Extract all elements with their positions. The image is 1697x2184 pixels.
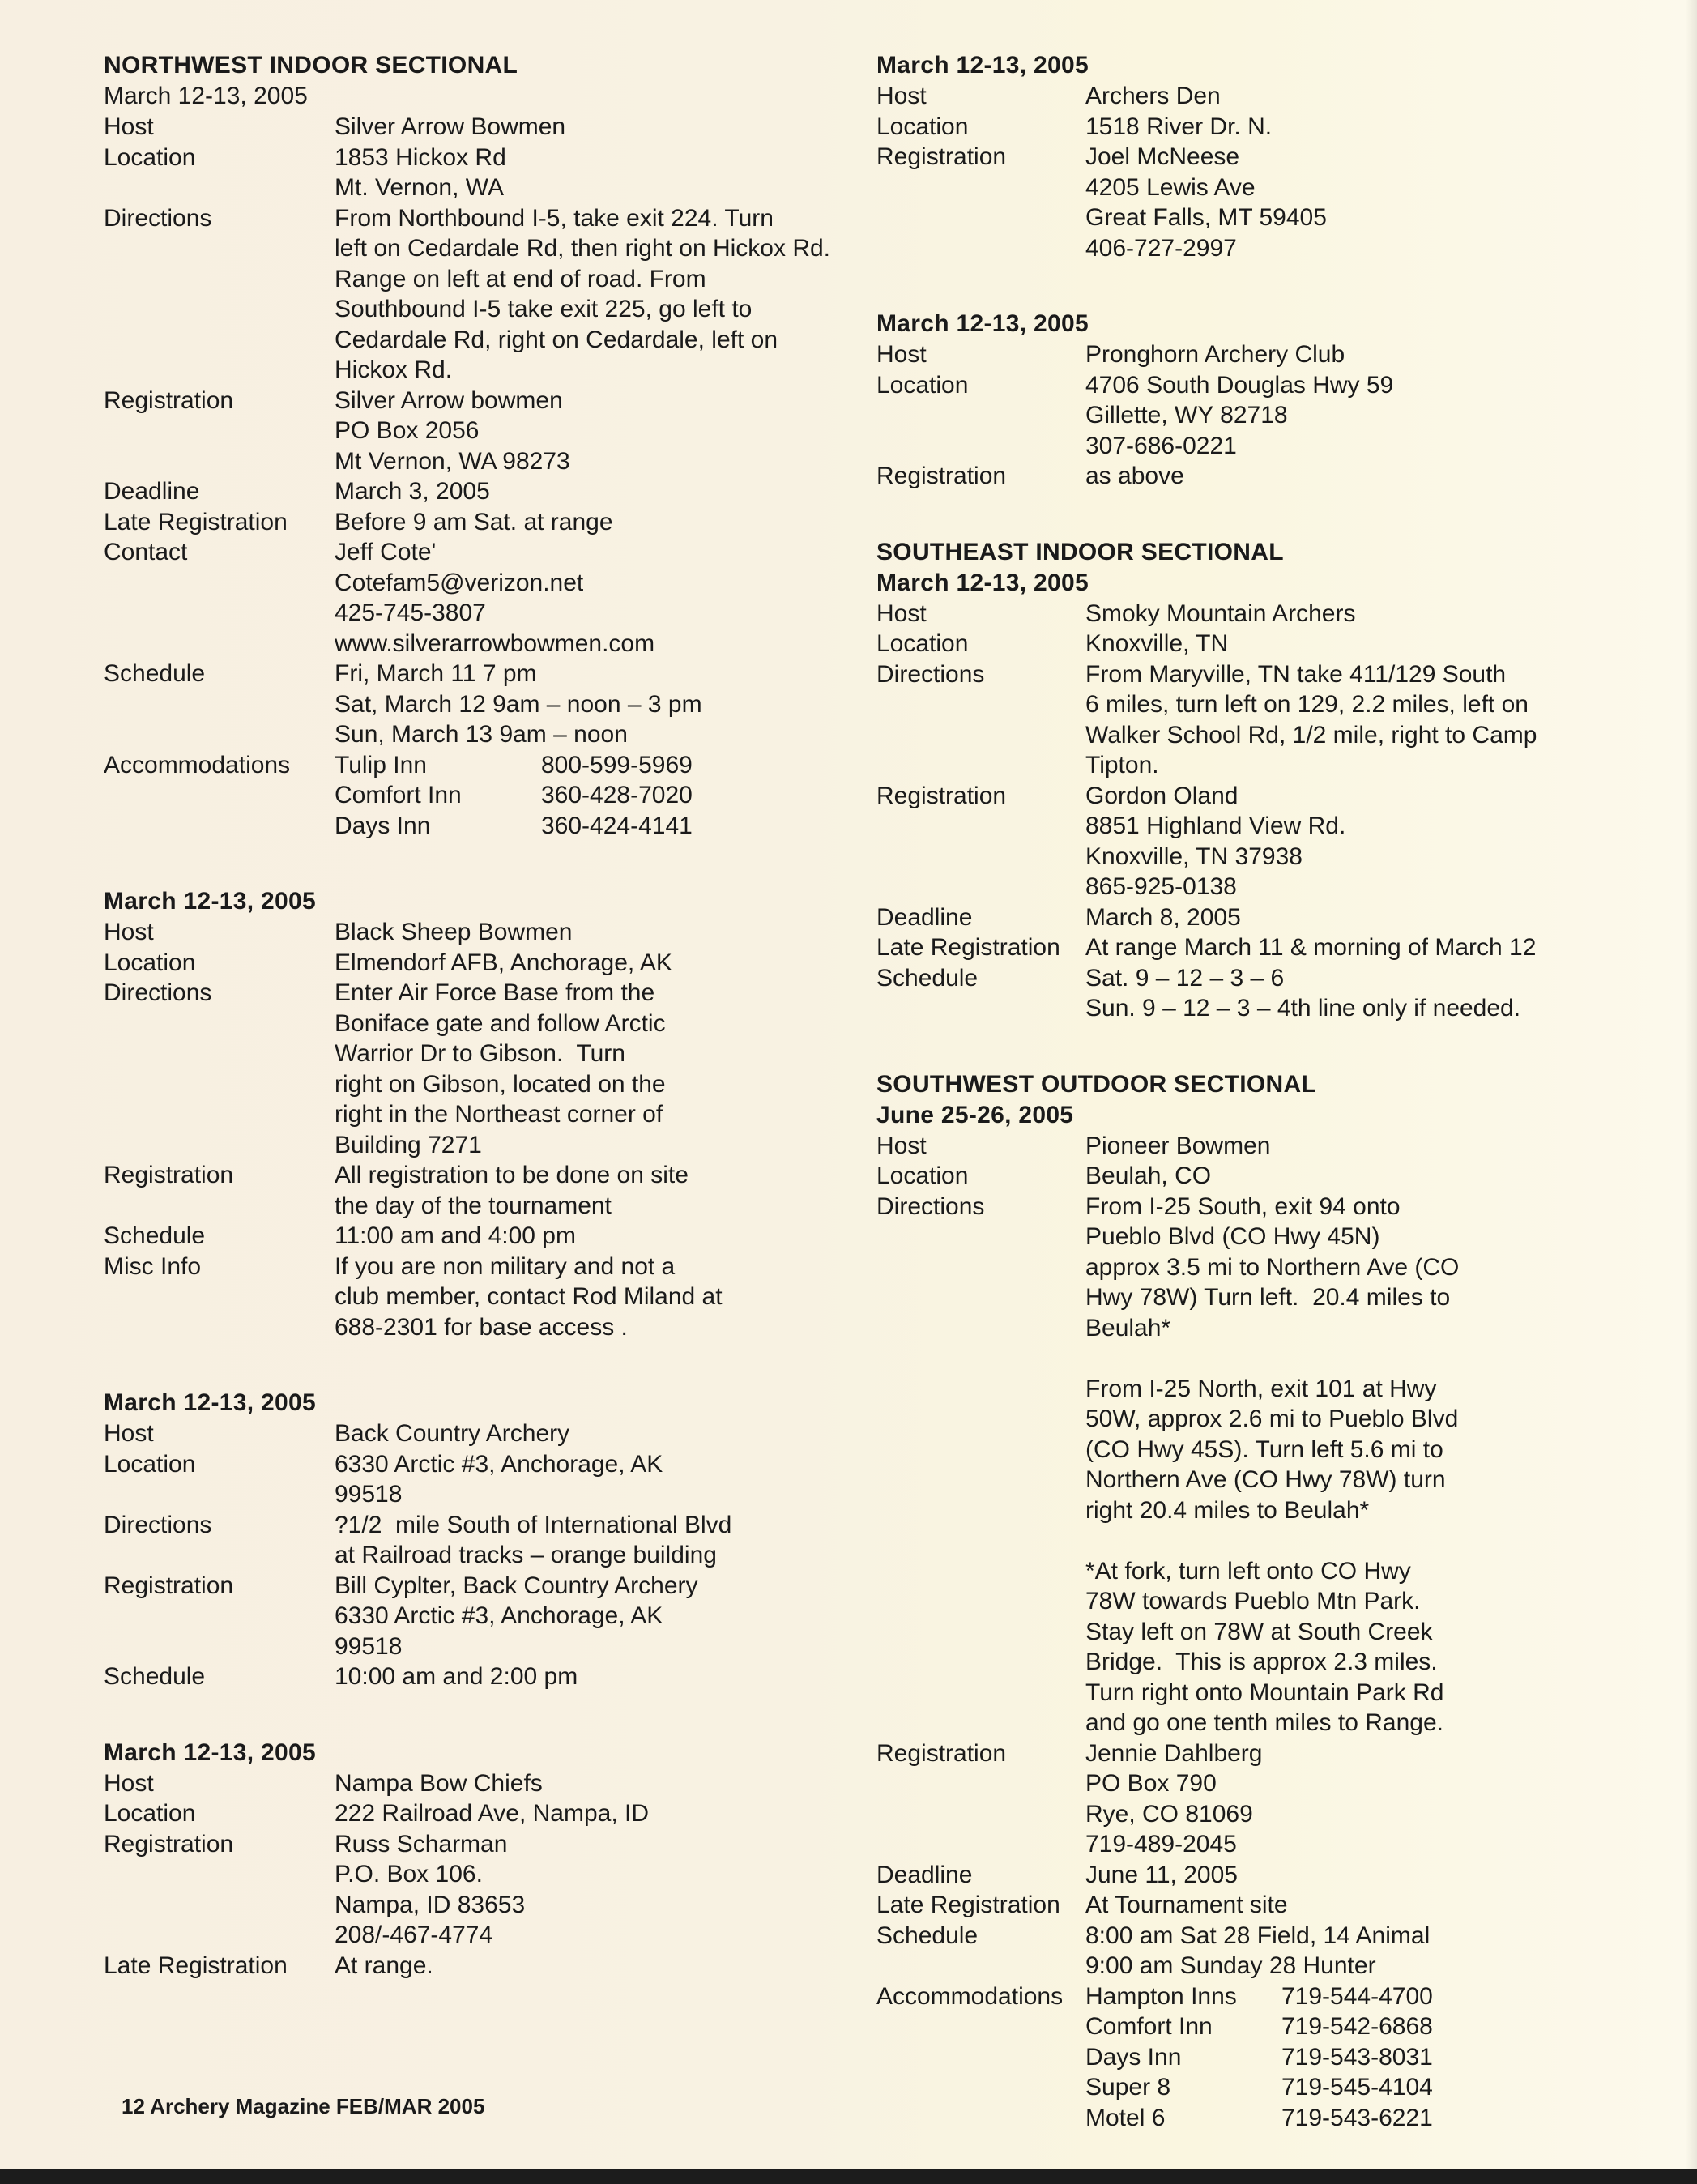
info-line: approx 3.5 mi to Northern Ave (CO (1085, 1253, 1460, 1281)
info-line: Sat, March 12 9am – noon – 3 pm (335, 690, 702, 718)
info-line: Rye, CO 81069 (1085, 1800, 1253, 1828)
section-date: June 25-26, 2005 (876, 1101, 1074, 1128)
info-line: Warrior Dr to Gibson. Turn (335, 1040, 625, 1067)
info-line: Turn right onto Mountain Park Rd (1085, 1679, 1444, 1706)
info-line: Southbound I-5 take exit 225, go left to (335, 296, 753, 322)
info-label: Host (104, 113, 154, 140)
info-label: Late Registration (876, 1892, 1060, 1918)
accommodations-label: Accommodations (876, 1982, 1064, 2010)
accommodation-item (1085, 2103, 1622, 2134)
info-label: Directions (876, 1192, 985, 1220)
info-line: Hickox Rd. (335, 356, 453, 383)
info-values (1085, 142, 1622, 263)
info-line: From Maryville, TN take 411/129 South (1085, 660, 1507, 688)
info-label: Late Registration (104, 1952, 288, 1979)
hotel-phone: 360-424-4141 (541, 812, 693, 839)
info-values (1085, 902, 1622, 933)
info-line: ?1/2 mile South of International Blvd (335, 1511, 732, 1538)
info-label: Location (104, 143, 196, 171)
hotel-phone: 719-542-6868 (1281, 2013, 1433, 2040)
info-label: Registration (104, 1830, 234, 1858)
info-line: Pronghorn Archery Club (1085, 341, 1345, 368)
info-values (1085, 659, 1622, 781)
hotel-name: Super 8 (1085, 2074, 1171, 2101)
info-line: club member, contact Rod Miland at (335, 1283, 723, 1310)
info-row (104, 143, 857, 203)
info-label: Deadline (876, 1861, 973, 1888)
info-values (335, 1449, 857, 1510)
info-line: 719-489-2045 (1085, 1831, 1237, 1858)
info-line: Pueblo Blvd (CO Hwy 45N) (1085, 1223, 1380, 1250)
info-label: Registration (104, 1572, 234, 1599)
accommodation-item (335, 780, 857, 811)
info-line: Walker School Rd, 1/2 mile, right to Camp (1085, 721, 1537, 749)
hotel-phone: 800-599-5969 (541, 751, 693, 778)
info-label: Schedule (876, 1922, 979, 1949)
info-values (335, 1768, 857, 1799)
section-title: NORTHWEST INDOOR SECTIONAL (104, 52, 518, 79)
info-line: Silver Arrow Bowmen (335, 113, 566, 140)
info-row (104, 1160, 857, 1221)
info-values (335, 978, 857, 1160)
info-line: All registration to be done on site (335, 1162, 689, 1188)
info-line: 1853 Hickox Rd (335, 143, 506, 171)
hotel-name: Days Inn (1085, 2043, 1182, 2071)
info-values (335, 112, 857, 143)
info-line: Sun. 9 – 12 – 3 – 4th line only if needed. (1085, 995, 1521, 1022)
info-label: Location (876, 630, 969, 657)
info-line: *At fork, turn left onto CO Hwy (1085, 1557, 1411, 1585)
info-row (104, 112, 857, 143)
info-label: Late Registration (876, 934, 1060, 961)
info-line: left on Cedardale Rd, then right on Hickox Rd. (335, 235, 830, 262)
info-label: Late Registration (104, 508, 288, 535)
hotel-name: Tulip Inn (335, 751, 427, 778)
info-values (1085, 932, 1622, 963)
info-line (1085, 1343, 1622, 1374)
info-row (876, 1860, 1622, 1891)
info-line: March 8, 2005 (1085, 903, 1241, 931)
info-row (876, 1192, 1622, 1738)
info-label: Registration (104, 1162, 234, 1188)
info-row (104, 948, 857, 979)
info-values (335, 1252, 857, 1343)
info-line: Sun, March 13 9am – noon (335, 721, 628, 748)
info-line: Beulah* (1085, 1314, 1171, 1342)
info-line: as above (1085, 463, 1184, 489)
info-row (104, 386, 857, 477)
info-line: Knoxville, TN 37938 (1085, 842, 1303, 870)
tournament-section (876, 1069, 1622, 2134)
info-line: P.O. Box 106. (335, 1861, 483, 1888)
info-row (876, 370, 1622, 462)
info-label: Schedule (104, 1663, 206, 1690)
info-row (104, 1951, 857, 1981)
info-values (335, 948, 857, 979)
info-values (335, 143, 857, 203)
accommodations-row (104, 750, 857, 842)
info-line: Range on left at end of road. From (335, 265, 706, 292)
left-column (104, 50, 857, 2026)
hotel-name: Comfort Inn (335, 782, 462, 808)
info-label: Contact (104, 539, 188, 565)
info-label: Host (104, 919, 154, 945)
info-values (1085, 1192, 1622, 1738)
info-line: Jeff Cote' (335, 539, 437, 565)
info-row (876, 1890, 1622, 1921)
info-line: 99518 (335, 1632, 403, 1660)
info-line: 78W towards Pueblo Mtn Park. (1085, 1588, 1421, 1615)
info-row (876, 1161, 1622, 1192)
section-date: March 12-13, 2005 (876, 52, 1089, 79)
info-label: Host (876, 599, 927, 627)
info-line: 688-2301 for base access . (335, 1313, 628, 1341)
info-line: Archers Den (1085, 83, 1221, 109)
info-row (876, 932, 1622, 963)
info-values (1085, 370, 1622, 462)
info-values (335, 1661, 857, 1692)
accommodations-label: Accommodations (104, 751, 291, 778)
hotel-name: Comfort Inn (1085, 2013, 1213, 2040)
info-row (104, 507, 857, 538)
info-line: Beulah, CO (1085, 1162, 1212, 1189)
info-line: Joel McNeese (1085, 143, 1240, 170)
info-values (1085, 1860, 1622, 1891)
section-date: March 12-13, 2005 (876, 569, 1089, 596)
info-line: Back Country Archery (335, 1420, 570, 1447)
info-values (335, 1951, 857, 1981)
info-values (335, 476, 857, 507)
info-line: From I-25 South, exit 94 onto (1085, 1192, 1401, 1220)
info-values (335, 1160, 857, 1221)
info-row (876, 1738, 1622, 1860)
info-label: Location (876, 113, 969, 140)
info-line: Enter Air Force Base from the (335, 979, 655, 1006)
info-line: 8851 Highland View Rd. (1085, 813, 1346, 839)
info-line: Hwy 78W) Turn left. 20.4 miles to (1085, 1284, 1451, 1311)
info-line: 222 Railroad Ave, Nampa, ID (335, 1800, 649, 1827)
info-values (335, 1418, 857, 1449)
info-values (335, 1829, 857, 1951)
info-row (104, 537, 857, 659)
info-row (876, 1131, 1622, 1162)
info-values (1085, 629, 1622, 659)
hotel-phone: 719-544-4700 (1281, 1982, 1433, 2010)
info-line: Pioneer Bowmen (1085, 1132, 1271, 1159)
info-line: Gordon Oland (1085, 782, 1239, 809)
info-row (104, 1418, 857, 1449)
info-line: Russ Scharman (335, 1830, 508, 1858)
tournament-section (876, 50, 1622, 263)
info-line: 6330 Arctic #3, Anchorage, AK (335, 1450, 663, 1478)
info-line: At range March 11 & morning of March 12 (1085, 934, 1537, 961)
info-values (335, 203, 857, 386)
info-row (104, 1571, 857, 1662)
info-line: 865-925-0138 (1085, 873, 1237, 900)
info-line: right on Gibson, located on the (335, 1070, 666, 1098)
info-label: Host (876, 83, 927, 109)
info-row (876, 81, 1622, 112)
info-label: Registration (104, 386, 234, 414)
info-values (335, 1571, 857, 1662)
info-row (876, 659, 1622, 781)
info-label: Location (876, 1162, 969, 1189)
info-line: 8:00 am Sat 28 Field, 14 Animal (1085, 1922, 1431, 1949)
hotel-phone: 360-428-7020 (541, 782, 693, 808)
info-label: Directions (876, 660, 985, 688)
info-row (104, 1449, 857, 1510)
section-title: SOUTHEAST INDOOR SECTIONAL (876, 538, 1284, 565)
info-line: 4205 Lewis Ave (1085, 173, 1256, 201)
info-line: Nampa, ID 83653 (335, 1891, 526, 1918)
accommodation-item (1085, 2072, 1622, 2103)
info-line: Elmendorf AFB, Anchorage, AK (335, 949, 672, 976)
info-row (876, 963, 1622, 1024)
info-label: Misc Info (104, 1252, 202, 1280)
info-row (876, 339, 1622, 370)
section-date: March 12-13, 2005 (104, 83, 308, 109)
info-values (1085, 112, 1622, 143)
info-values (1085, 339, 1622, 370)
tournament-section (104, 1738, 857, 1981)
info-line: and go one tenth miles to Range. (1085, 1709, 1443, 1736)
info-row (876, 781, 1622, 902)
info-label: Directions (104, 979, 212, 1006)
info-label: Location (104, 1800, 196, 1827)
info-row (876, 902, 1622, 933)
info-row (104, 1510, 857, 1571)
info-label: Schedule (104, 1222, 206, 1249)
info-values (335, 1221, 857, 1252)
info-label: Location (104, 1450, 196, 1478)
hotel-name: Hampton Inns (1085, 1982, 1237, 2010)
info-values (1085, 1131, 1622, 1162)
info-values (1085, 1738, 1622, 1860)
section-date: March 12-13, 2005 (104, 888, 316, 915)
info-line: Stay left on 78W at South Creek (1085, 1618, 1433, 1645)
accommodation-item (335, 811, 857, 842)
info-label: Host (104, 1769, 154, 1797)
info-row (876, 142, 1622, 263)
info-line: Fri, March 11 7 pm (335, 660, 537, 687)
section-date: March 12-13, 2005 (104, 1389, 316, 1416)
info-line: 9:00 am Sunday 28 Hunter (1085, 1952, 1376, 1979)
info-line: Black Sheep Bowmen (335, 919, 573, 945)
info-row (104, 1221, 857, 1252)
accommodation-item (335, 750, 857, 781)
hotel-phone: 719-543-6221 (1281, 2104, 1433, 2131)
page-edge-shade (1686, 0, 1697, 2184)
info-line: Smoky Mountain Archers (1085, 599, 1356, 627)
info-label: Directions (104, 204, 212, 232)
info-line: 50W, approx 2.6 mi to Pueblo Blvd (1085, 1406, 1459, 1432)
accommodations-list (335, 750, 857, 842)
tournament-section (876, 309, 1622, 492)
info-line: Knoxville, TN (1085, 630, 1229, 657)
info-label: Location (104, 949, 196, 976)
info-line: www.silverarrowbowmen.com (335, 629, 655, 657)
tournament-section (104, 50, 857, 841)
info-row (876, 112, 1622, 143)
tournament-section (876, 537, 1622, 1024)
info-label: Directions (104, 1511, 212, 1538)
info-label: Location (876, 371, 969, 399)
info-values (1085, 1161, 1622, 1192)
info-values (1085, 781, 1622, 902)
info-line: PO Box 2056 (335, 417, 480, 444)
section-date: March 12-13, 2005 (876, 310, 1089, 337)
info-line: right 20.4 miles to Beulah* (1085, 1496, 1370, 1524)
info-line: Tipton. (1085, 752, 1159, 778)
info-line: Jennie Dahlberg (1085, 1739, 1263, 1767)
info-line: June 11, 2005 (1085, 1861, 1238, 1888)
info-line: 307-686-0221 (1085, 432, 1237, 459)
info-line: Gillette, WY 82718 (1085, 402, 1288, 429)
info-line: 6330 Arctic #3, Anchorage, AK (335, 1602, 663, 1629)
info-line: Sat. 9 – 12 – 3 – 6 (1085, 964, 1285, 992)
accommodations-list (1085, 1981, 1622, 2134)
info-line: 6 miles, turn left on 129, 2.2 miles, left on (1085, 691, 1529, 718)
info-row (104, 1661, 857, 1692)
info-line: Mt. Vernon, WA (335, 174, 504, 201)
info-line: Great Falls, MT 59405 (1085, 204, 1327, 231)
info-values (1085, 1921, 1622, 1981)
info-values (1085, 599, 1622, 629)
info-line: 11:00 am and 4:00 pm (335, 1222, 576, 1249)
info-values (335, 917, 857, 948)
info-line: 425-745-3807 (335, 599, 486, 626)
info-line: 99518 (335, 1481, 403, 1508)
info-label: Registration (876, 782, 1007, 809)
info-line: 208/-467-4774 (335, 1922, 493, 1948)
info-values (335, 1510, 857, 1571)
scan-bottom-edge (0, 2169, 1697, 2184)
info-line: Bill Cyplter, Back Country Archery (335, 1572, 698, 1599)
section-date: March 12-13, 2005 (104, 1738, 316, 1766)
info-line: 1518 River Dr. N. (1085, 113, 1273, 140)
info-label: Schedule (876, 964, 979, 992)
info-line: At Tournament site (1085, 1892, 1288, 1918)
info-line: 406-727-2997 (1085, 234, 1237, 262)
hotel-name: Days Inn (335, 812, 431, 839)
info-row (104, 1768, 857, 1799)
info-row (104, 978, 857, 1160)
hotel-phone: 719-543-8031 (1281, 2043, 1433, 2071)
info-values (1085, 1890, 1622, 1921)
info-line: Before 9 am Sat. at range (335, 508, 613, 535)
info-line: Silver Arrow bowmen (335, 386, 563, 414)
info-line: At range. (335, 1952, 433, 1979)
info-line: Nampa Bow Chiefs (335, 1769, 543, 1797)
info-line: Bridge. This is approx 2.3 miles. (1085, 1649, 1438, 1675)
info-values (1085, 81, 1622, 112)
info-line: the day of the tournament (335, 1192, 612, 1219)
info-row (104, 203, 857, 386)
info-line: Mt Vernon, WA 98273 (335, 447, 570, 475)
info-row (104, 659, 857, 750)
info-label: Schedule (104, 660, 206, 687)
info-label: Registration (876, 143, 1007, 170)
info-label: Host (876, 341, 927, 368)
info-line: right in the Northeast corner of (335, 1101, 663, 1128)
info-row (104, 917, 857, 948)
info-label: Registration (876, 463, 1007, 489)
info-label: Deadline (876, 903, 973, 931)
info-label: Registration (876, 1739, 1007, 1767)
info-line: 10:00 am and 2:00 pm (335, 1663, 578, 1690)
section-title: SOUTHWEST OUTDOOR SECTIONAL (876, 1070, 1317, 1098)
info-line: If you are non military and not a (335, 1252, 676, 1280)
accommodations-row (876, 1981, 1622, 2134)
info-label: Host (104, 1420, 154, 1447)
info-line: at Railroad tracks – orange building (335, 1542, 717, 1568)
info-row (876, 1921, 1622, 1981)
info-line: Northern Ave (CO Hwy 78W) turn (1085, 1466, 1446, 1493)
accommodation-item (1085, 1981, 1622, 2012)
info-line: Boniface gate and follow Arctic (335, 1009, 666, 1037)
info-row (876, 599, 1622, 629)
info-row (876, 461, 1622, 492)
info-line: Cedardale Rd, right on Cedardale, left on (335, 326, 778, 353)
right-column (876, 50, 1622, 2178)
info-line: 4706 South Douglas Hwy 59 (1085, 371, 1394, 399)
info-row (104, 1798, 857, 1829)
hotel-phone: 719-545-4104 (1281, 2074, 1433, 2101)
accommodation-item (1085, 2011, 1622, 2042)
info-values (1085, 963, 1622, 1024)
info-line: March 3, 2005 (335, 478, 490, 505)
info-line: From Northbound I-5, take exit 224. Turn (335, 204, 774, 232)
info-values (335, 659, 857, 750)
tournament-section (104, 1388, 857, 1692)
info-label: Deadline (104, 478, 200, 505)
accommodation-item (1085, 2042, 1622, 2073)
info-values (335, 386, 857, 477)
info-row (104, 1829, 857, 1951)
info-row (104, 476, 857, 507)
info-line: (CO Hwy 45S). Turn left 5.6 mi to (1085, 1435, 1443, 1463)
info-values (335, 1798, 857, 1829)
info-label: Host (876, 1132, 927, 1159)
info-values (335, 537, 857, 659)
hotel-name: Motel 6 (1085, 2104, 1166, 2131)
info-line: Building 7271 (335, 1131, 482, 1158)
info-row (104, 1252, 857, 1343)
info-values (335, 507, 857, 538)
tournament-section (104, 886, 857, 1342)
info-row (876, 629, 1622, 659)
info-line: PO Box 790 (1085, 1770, 1217, 1797)
page-footer: 12 Archery Magazine FEB/MAR 2005 (122, 2094, 485, 2118)
info-values (1085, 461, 1622, 492)
info-line: From I-25 North, exit 101 at Hwy (1085, 1375, 1437, 1402)
info-line (1085, 1525, 1622, 1556)
info-line: Cotefam5@verizon.net (335, 569, 584, 596)
